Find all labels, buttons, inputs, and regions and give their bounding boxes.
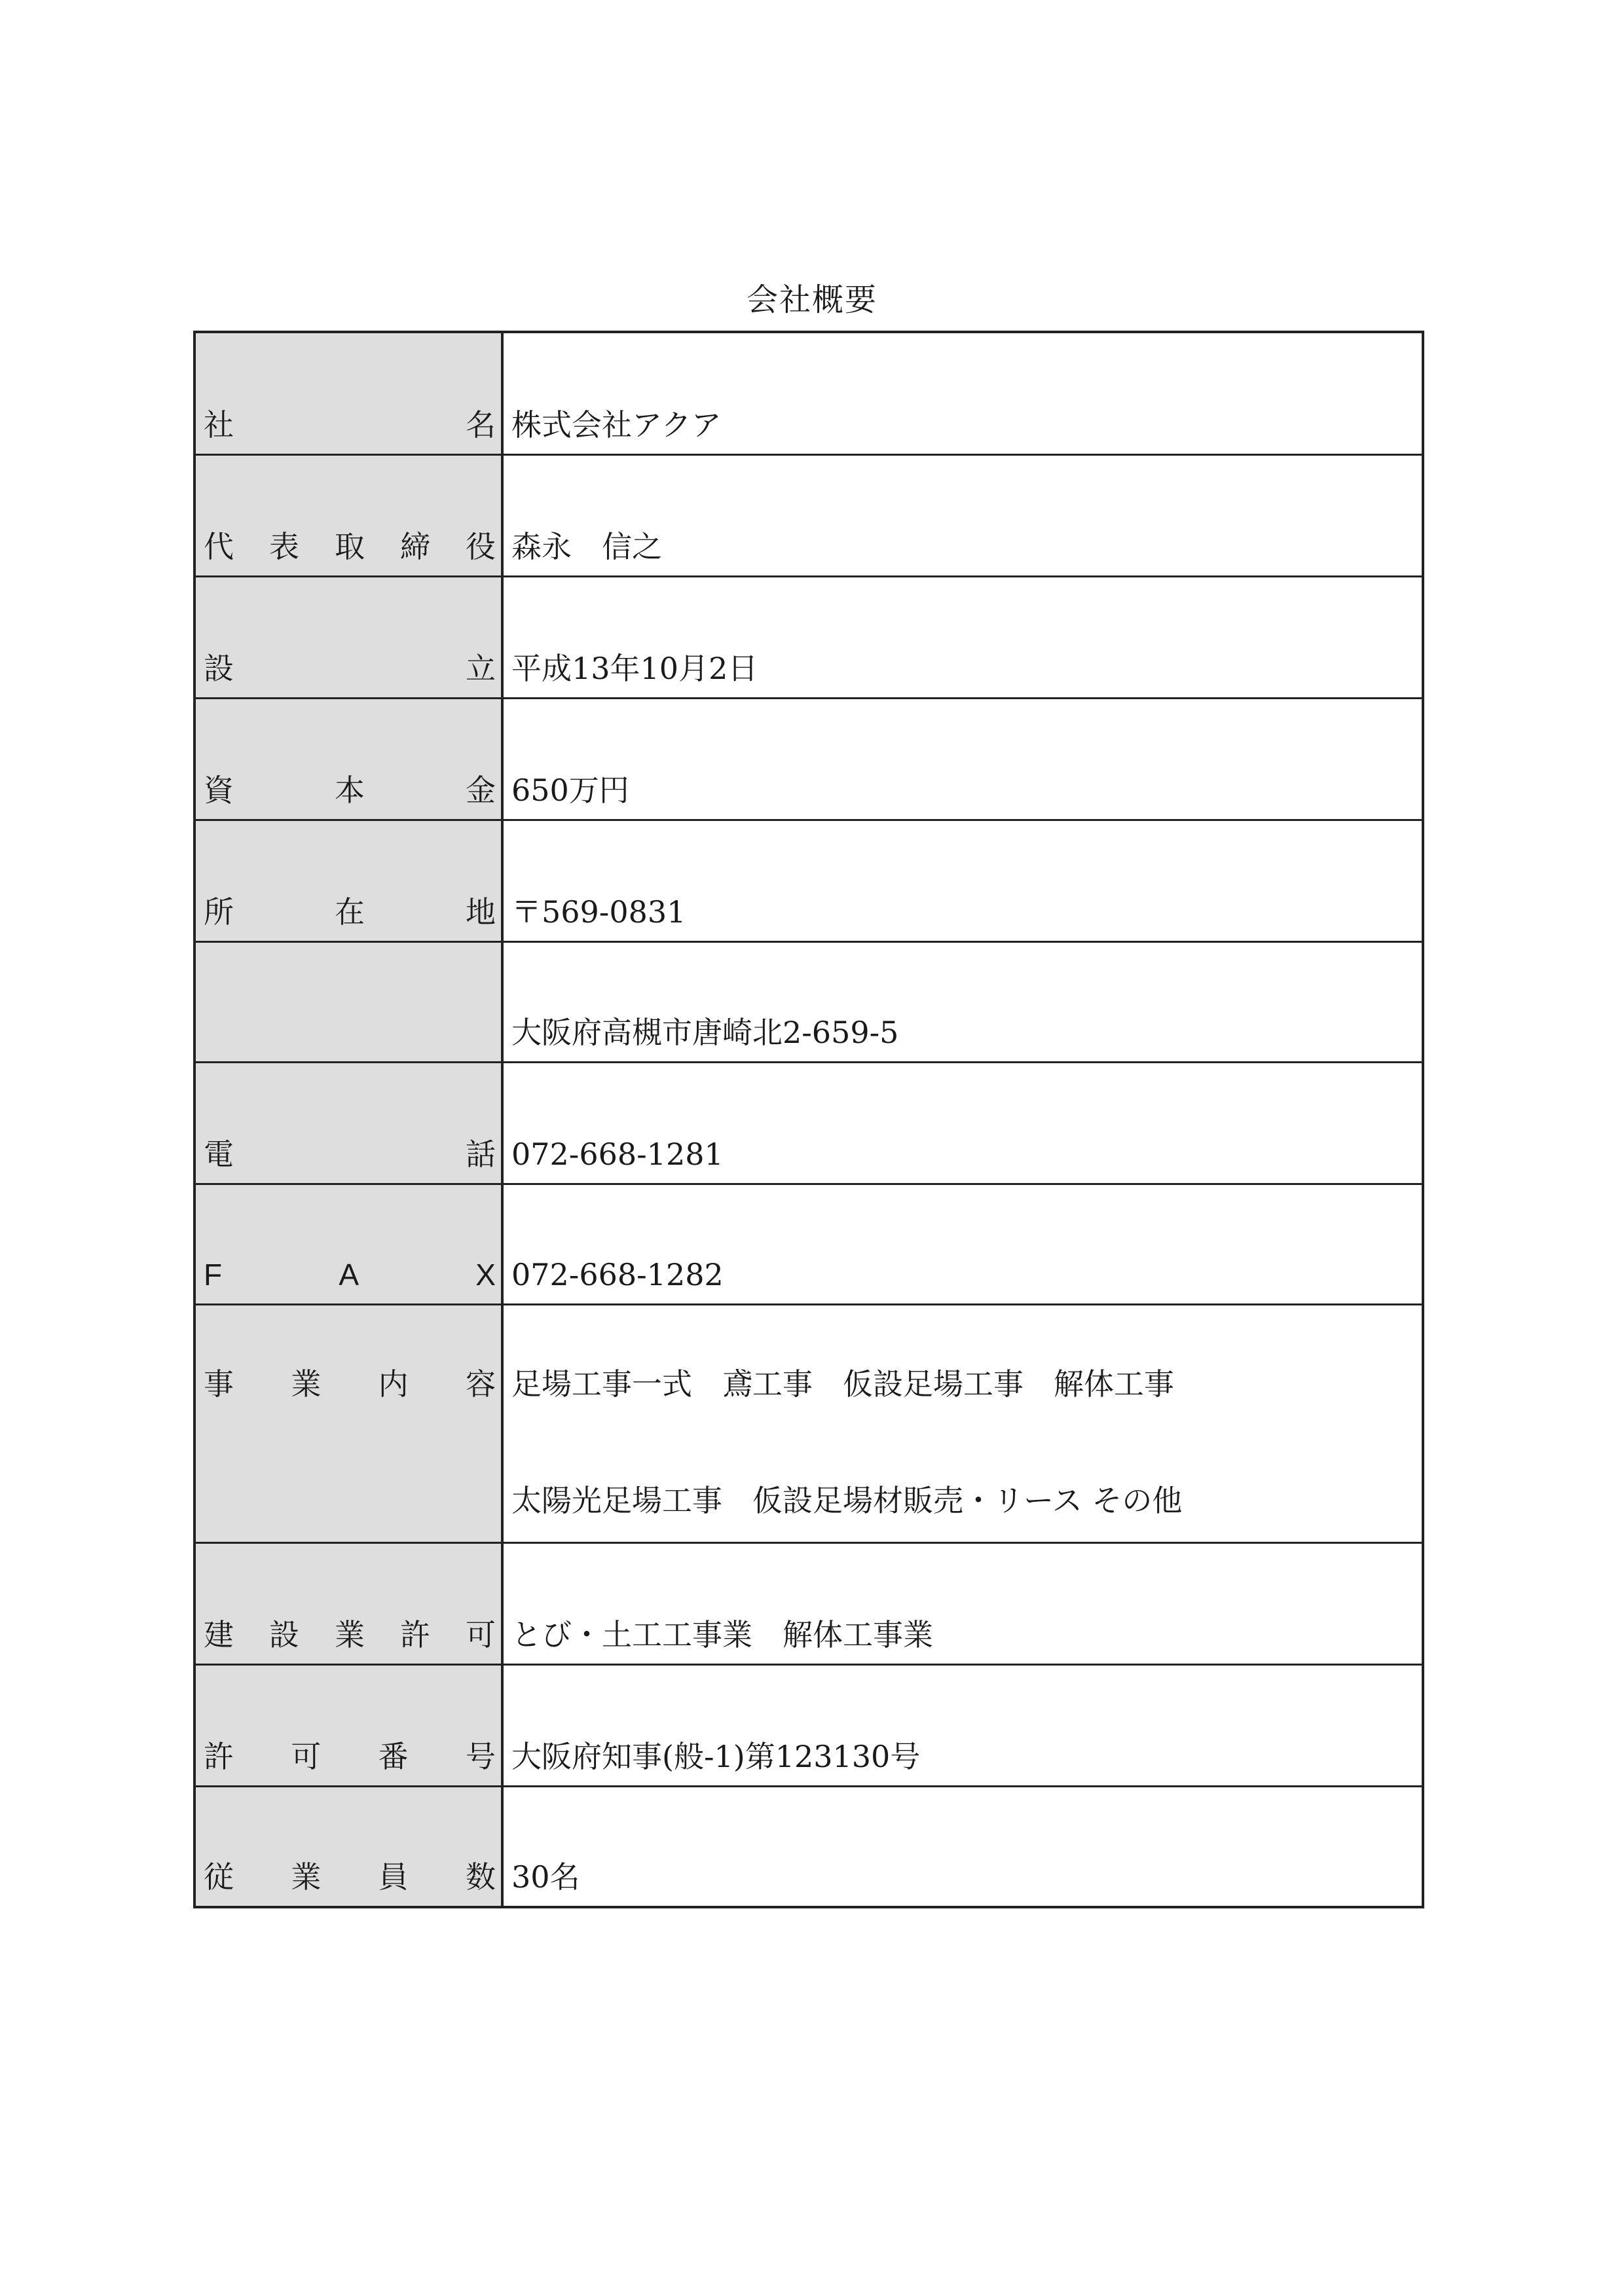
table-row-license-number [196, 1664, 1422, 1785]
value-business-line-1: 足場工事一式 鳶工事 仮設足場工事 解体工事 [511, 1366, 1174, 1402]
label-capital: 資 本 金 [204, 773, 496, 808]
table-row-representative [196, 454, 1422, 575]
value-postal-code: 〒569-0831 [511, 894, 686, 930]
table-row-company-name [196, 333, 1422, 454]
value-license: とび・土工工事業 解体工事業 [511, 1617, 933, 1652]
page-title: 会社概要 [746, 282, 877, 318]
value-established: 平成13年10月2日 [511, 651, 758, 686]
table-row-phone [196, 1061, 1422, 1183]
label-business: 事 業 内 容 [204, 1366, 496, 1402]
table-row-business [196, 1303, 1422, 1542]
label-established: 設 立 [204, 651, 496, 686]
table-row-address-postal [196, 819, 1422, 941]
label-employees: 従 業 員 数 [204, 1859, 496, 1895]
label-address: 所 在 地 [204, 894, 496, 930]
label-license: 建 設 業 許 可 [204, 1617, 496, 1652]
value-license-number: 大阪府知事(般-1)第123130号 [511, 1739, 921, 1774]
table-row-fax [196, 1183, 1422, 1303]
value-business-line-2: 太陽光足場工事 仮設足場材販売・リース その他 [511, 1483, 1183, 1518]
table-row-license [196, 1542, 1422, 1664]
company-overview-table [193, 331, 1424, 1908]
label-representative: 代 表 取 締 役 [204, 529, 496, 564]
value-fax: 072-668-1282 [511, 1257, 724, 1292]
value-company-name: 株式会社アクア [511, 407, 722, 443]
table-row-capital [196, 697, 1422, 819]
table-row-address-street [196, 941, 1422, 1061]
value-representative: 森永 信之 [511, 529, 662, 564]
value-cell [504, 333, 1422, 454]
label-cell [196, 333, 504, 454]
value-phone: 072-668-1281 [511, 1137, 724, 1172]
label-phone: 電 話 [204, 1137, 496, 1172]
label-fax: F A X [204, 1258, 496, 1292]
value-capital: 650万円 [511, 773, 629, 808]
table-row-employees [196, 1785, 1422, 1906]
label-company-name: 社 名 [204, 407, 496, 443]
label-license-number: 許 可 番 号 [204, 1739, 496, 1774]
value-street-address: 大阪府高槻市唐崎北2-659-5 [511, 1015, 899, 1050]
table-row-established [196, 575, 1422, 697]
value-employees: 30名 [511, 1859, 580, 1895]
